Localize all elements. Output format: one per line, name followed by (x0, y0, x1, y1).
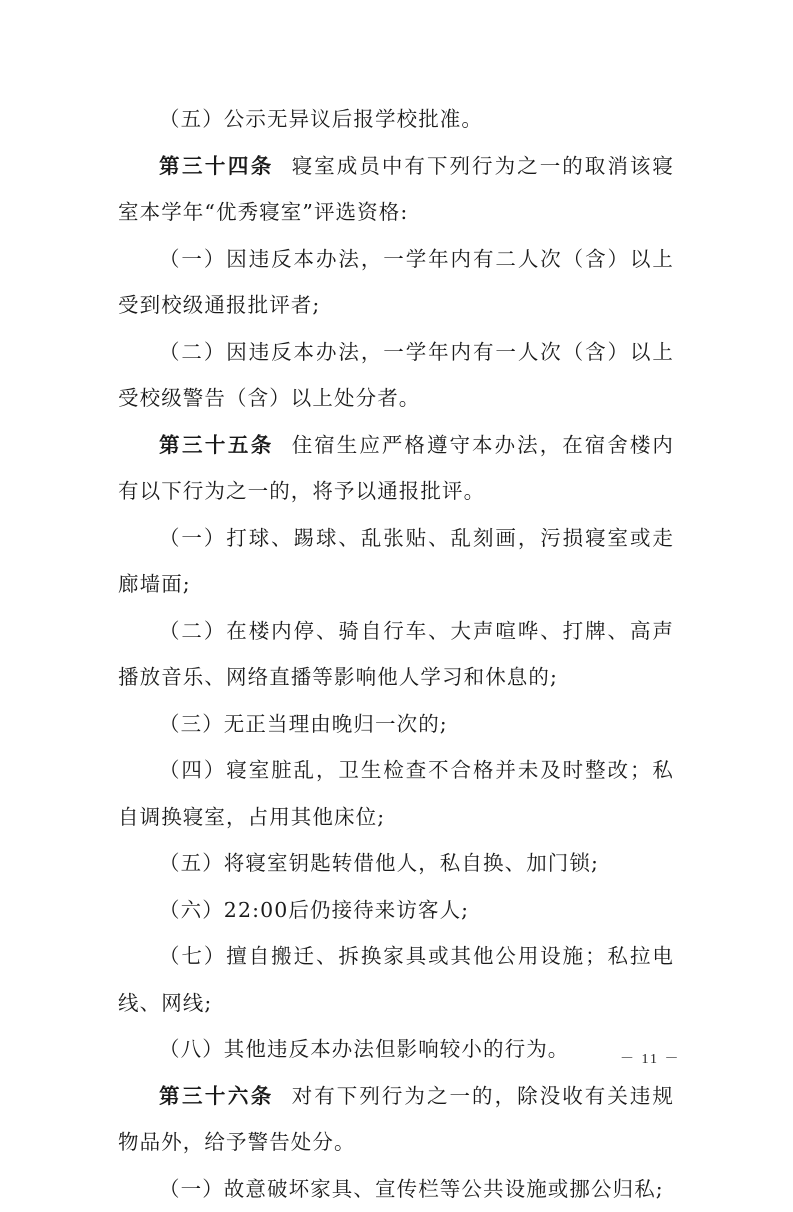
paragraph-text: 寝室成员中有下列行为之一的取消该寝室本学年“优秀寝室”评选资格: (118, 154, 674, 225)
paragraph-text: （二）因违反本办法，一学年内有一人次（含）以上受校级警告（含）以上处分者。 (118, 340, 674, 411)
paragraph (118, 236, 674, 329)
paragraph (118, 747, 674, 840)
article-paragraph (118, 143, 674, 236)
article-paragraph (118, 1073, 674, 1166)
paragraph-text: （五）将寝室钥匙转借他人，私自换、加门锁; (159, 851, 599, 875)
article-paragraph (118, 422, 674, 515)
paragraph (118, 887, 674, 934)
page-number: － 11 － (620, 1048, 680, 1068)
article-heading: 第三十四条 (159, 154, 274, 178)
paragraph-text: （七）擅自搬迁、拆换家具或其他公用设施；私拉电线、网线; (118, 944, 674, 1015)
paragraph-text: （二）在楼内停、骑自行车、大声喧哗、打牌、高声播放音乐、网络直播等影响他人学习和休息的; (118, 619, 674, 690)
paragraph-text: （六）22:00后仍接待来访客人; (159, 898, 469, 922)
paragraph-text: （三）无正当理由晚归一次的; (159, 712, 448, 736)
paragraph-text: （五）公示无异议后报学校批准。 (159, 107, 483, 131)
article-heading: 第三十五条 (159, 433, 274, 457)
paragraph (118, 1026, 674, 1073)
paragraph-text: 住宿生应严格遵守本办法，在宿舍楼内有以下行为之一的，将予以通报批评。 (118, 433, 674, 504)
paragraph-text: （一）故意破坏家具、宣传栏等公共设施或挪公归私; (159, 1177, 664, 1201)
document-body (118, 96, 674, 1212)
paragraph (118, 515, 674, 608)
paragraph-text: 对有下列行为之一的，除没收有关违规物品外，给予警告处分。 (118, 1084, 674, 1155)
paragraph-text: （八）其他违反本办法但影响较小的行为。 (159, 1037, 569, 1061)
paragraph-text: （四）寝室脏乱，卫生检查不合格并未及时整改；私自调换寝室，占用其他床位; (118, 758, 674, 829)
paragraph (118, 329, 674, 422)
paragraph-text: （一）因违反本办法，一学年内有二人次（含）以上受到校级通报批评者; (118, 247, 674, 318)
paragraph (118, 840, 674, 887)
paragraph (118, 608, 674, 701)
paragraph (118, 701, 674, 748)
paragraph (118, 933, 674, 1026)
paragraph (118, 96, 674, 143)
paragraph (118, 1166, 674, 1212)
paragraph-text: （一）打球、踢球、乱张贴、乱刻画，污损寝室或走廊墙面; (118, 526, 674, 597)
article-heading: 第三十六条 (159, 1084, 274, 1108)
